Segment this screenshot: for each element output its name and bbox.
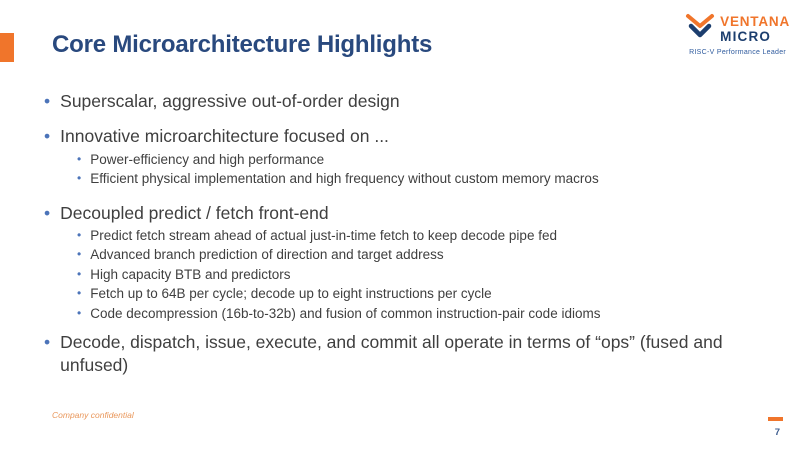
bullet-marker bbox=[44, 125, 50, 147]
page-number-dash bbox=[768, 417, 783, 421]
sub-bullet-text: Predict fetch stream ahead of actual just-in-time fetch to keep decode pipe fed bbox=[90, 228, 557, 244]
bullet-marker bbox=[77, 265, 81, 284]
sub-bullet-item bbox=[77, 265, 766, 284]
sub-bullet-text: Efficient physical implementation and high frequency without custom memory macros bbox=[90, 171, 599, 187]
sub-bullet-item bbox=[77, 169, 766, 188]
bullet-item bbox=[44, 90, 766, 112]
sub-bullet-item bbox=[77, 245, 766, 264]
bullet-item bbox=[44, 331, 766, 376]
page-title: Core Microarchitecture Highlights bbox=[52, 31, 433, 58]
logo-sub-text: MICRO bbox=[720, 28, 772, 44]
sub-bullet-text: Fetch up to 64B per cycle; decode up to eight instructions per cycle bbox=[90, 286, 492, 302]
bullet-marker bbox=[44, 90, 50, 112]
logo-wordmark bbox=[720, 15, 790, 43]
bullet-marker bbox=[77, 284, 81, 303]
bullet-marker bbox=[77, 226, 81, 245]
bullet-marker bbox=[44, 202, 50, 224]
sub-bullet-text: Code decompression (16b-to-32b) and fusion of common instruction-pair code idioms bbox=[90, 305, 601, 321]
bullet-marker bbox=[77, 245, 81, 264]
bullet-item bbox=[44, 202, 766, 224]
sub-bullet-group bbox=[77, 150, 766, 189]
sub-bullet-text: Power-efficiency and high performance bbox=[90, 151, 325, 167]
accent-bar bbox=[0, 33, 14, 62]
bullet-marker bbox=[77, 150, 81, 169]
bullet-text: Decoupled predict / fetch front-end bbox=[60, 202, 329, 223]
chevron-logo-icon bbox=[685, 13, 715, 45]
logo-name-text: VENTANA bbox=[720, 14, 790, 29]
confidential-label: Company confidential bbox=[52, 410, 134, 420]
bullet-text: Decode, dispatch, issue, execute, and commit all operate in terms of “ops” (fused and unfused) bbox=[60, 332, 723, 375]
sub-bullet-item bbox=[77, 304, 766, 323]
logo-tagline: RISC-V Performance Leader bbox=[689, 49, 787, 56]
logo-row bbox=[685, 13, 790, 45]
sub-bullet-text: High capacity BTB and predictors bbox=[90, 266, 291, 282]
sub-bullet-item bbox=[77, 226, 766, 245]
bullet-text: Innovative microarchitecture focused on ... bbox=[60, 126, 389, 147]
bullet-marker bbox=[77, 304, 81, 323]
sub-bullet-group bbox=[77, 226, 766, 323]
page-number: 7 bbox=[774, 427, 780, 438]
company-logo bbox=[685, 13, 790, 56]
bullet-marker bbox=[44, 331, 50, 376]
sub-bullet-item bbox=[77, 284, 766, 303]
bullet-marker bbox=[77, 169, 81, 188]
slide-body bbox=[44, 84, 766, 376]
sub-bullet-text: Advanced branch prediction of direction and target address bbox=[90, 247, 444, 263]
bullet-text: Superscalar, aggressive out-of-order design bbox=[60, 91, 400, 111]
sub-bullet-item bbox=[77, 150, 766, 169]
bullet-item bbox=[44, 125, 766, 147]
